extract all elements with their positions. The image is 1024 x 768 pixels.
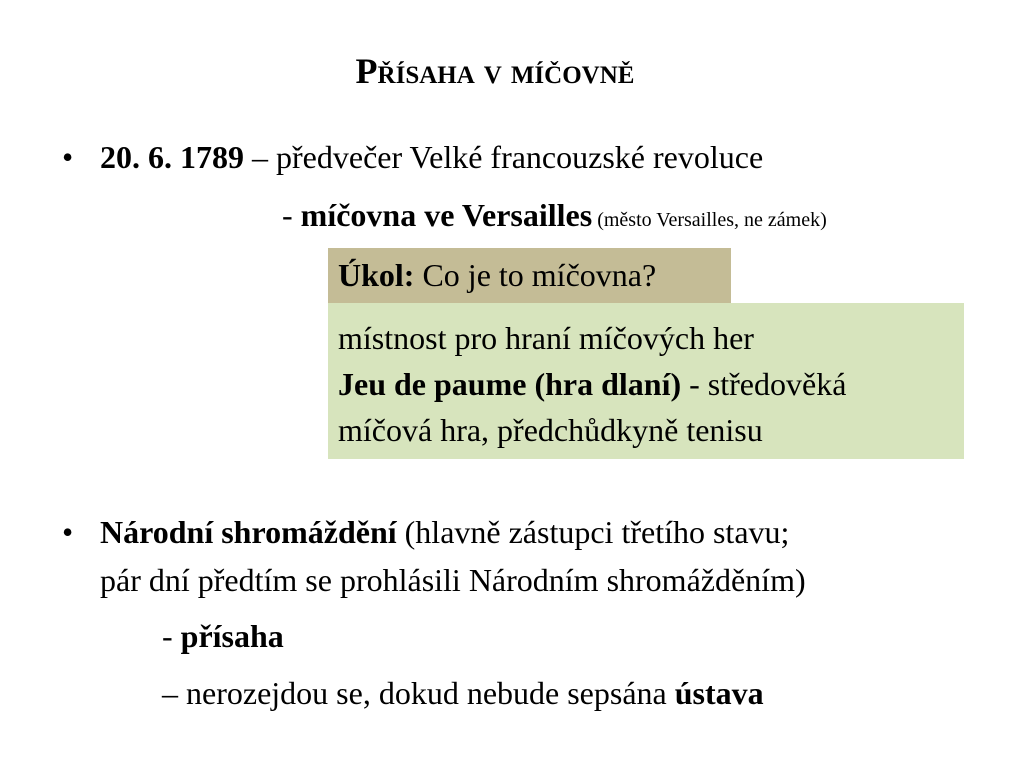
answer-line-1: místnost pro hraní míčových her [338, 320, 754, 356]
task-label: Úkol: [338, 257, 415, 293]
task-question: Co je to míčovna? [414, 257, 657, 293]
bullet-1-subline [282, 195, 827, 240]
answer-line-2-rest: - středověká [681, 366, 847, 402]
answer-line-3: míčová hra, předchůdkyně tenisu [338, 412, 763, 448]
bullet-marker: • [62, 139, 74, 175]
answer-term: Jeu de paume (hra dlaní) [338, 366, 682, 402]
bullet-marker: • [62, 514, 74, 550]
event-date: 20. 6. 1789 [100, 139, 244, 175]
bullet-2-line-1 [100, 512, 789, 552]
sub-dash: - [162, 618, 181, 654]
oath: přísaha [180, 618, 284, 654]
bullet-2-line-2: pár dní předtím se prohlásili Národním shromážděním) [100, 562, 806, 598]
event-description: – předvečer Velké francouzské revoluce [244, 139, 764, 175]
task-box [328, 248, 731, 303]
slide-title: Přísaha v míčovně [355, 51, 635, 91]
oath-description: – nerozejdou se, dokud nebude sepsána [162, 675, 675, 711]
location: míčovna ve Versailles [300, 197, 593, 233]
bullet-2-sub-2 [162, 673, 764, 713]
assembly-name: Národní shromáždění [100, 514, 397, 550]
answer-line-2 [338, 361, 964, 407]
bullet-2-sub-1 [162, 616, 284, 656]
assembly-description: (hlavně zástupci třetího stavu; [396, 514, 790, 550]
answer-box [328, 303, 964, 459]
constitution: ústava [674, 675, 764, 711]
sub-dash: - [282, 197, 301, 233]
bullet-1-line [100, 137, 763, 177]
location-note: (město Versailles, ne zámek) [592, 209, 827, 231]
